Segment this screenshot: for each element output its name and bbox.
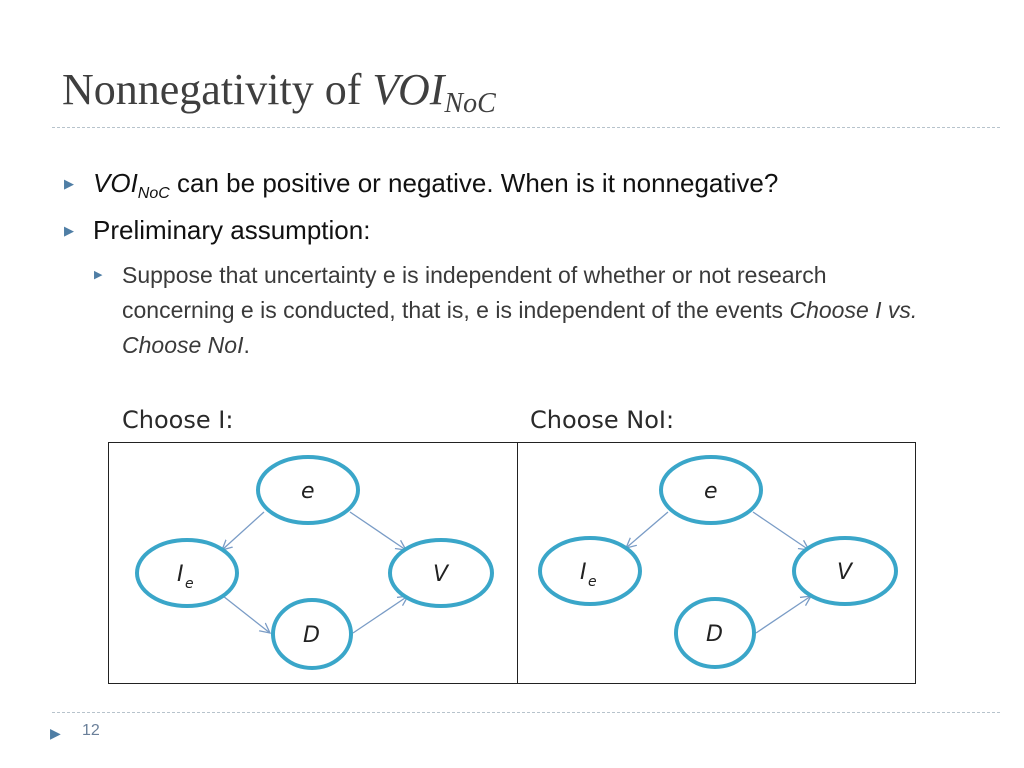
footer-arrow-icon: ▶ — [50, 725, 61, 741]
title-voi: VOI — [372, 65, 445, 114]
edge-d-to-v — [353, 596, 408, 633]
diagram-choose-noi — [540, 457, 896, 667]
bullet-2: Preliminary assumption: — [93, 215, 371, 245]
node-d-label: D — [303, 623, 320, 648]
sub-bullet-arrow-icon: ▶ — [94, 269, 103, 281]
edge-e-to-ie — [222, 512, 264, 550]
title-text: Nonnegativity of — [62, 65, 373, 114]
node-ie — [540, 538, 640, 604]
sub-bullet-end: . — [243, 332, 250, 358]
node-ie — [137, 540, 237, 606]
node-e-label: e — [704, 479, 718, 504]
bullet-arrow-icon: ▶ — [64, 176, 74, 191]
edge-d-to-v — [756, 596, 811, 633]
page-number: 12 — [82, 722, 100, 739]
node-ie-label: I — [177, 562, 184, 587]
sub-bullet-text: Suppose that uncertainty e is independent of whether or not research concerning e is conducted, that is, e is independent of the events — [122, 262, 827, 323]
edge-e-to-ie — [626, 512, 668, 548]
edge-ie-to-d — [223, 596, 270, 633]
diagram-choose-i — [137, 457, 492, 668]
footer-divider — [52, 712, 1000, 713]
title-voi-subscript: NoC — [444, 88, 496, 119]
node-v-label: V — [837, 560, 853, 585]
node-ie-subscript: e — [185, 576, 194, 592]
bullet-1-text: can be positive or negative. When is it nonnegative? — [169, 168, 779, 198]
diagram-caption-choose-i: Choose I: — [122, 406, 234, 434]
node-d-label: D — [706, 622, 723, 647]
diagram-caption-choose-noi: Choose NoI: — [530, 406, 675, 434]
bullet-arrow-icon: ▶ — [64, 223, 74, 238]
node-ie-subscript: e — [588, 574, 597, 590]
edge-e-to-v — [350, 512, 406, 550]
node-ie-label: I — [580, 560, 587, 585]
bullet-1-voi-subscript: NoC — [137, 185, 170, 202]
bullet-1-voi: VOI — [93, 168, 138, 198]
edge-e-to-v — [753, 512, 809, 550]
node-v-label: V — [433, 562, 449, 587]
node-e-label: e — [301, 479, 315, 504]
sub-bullet-italic: Choose I vs. Choose NoI — [122, 297, 918, 358]
